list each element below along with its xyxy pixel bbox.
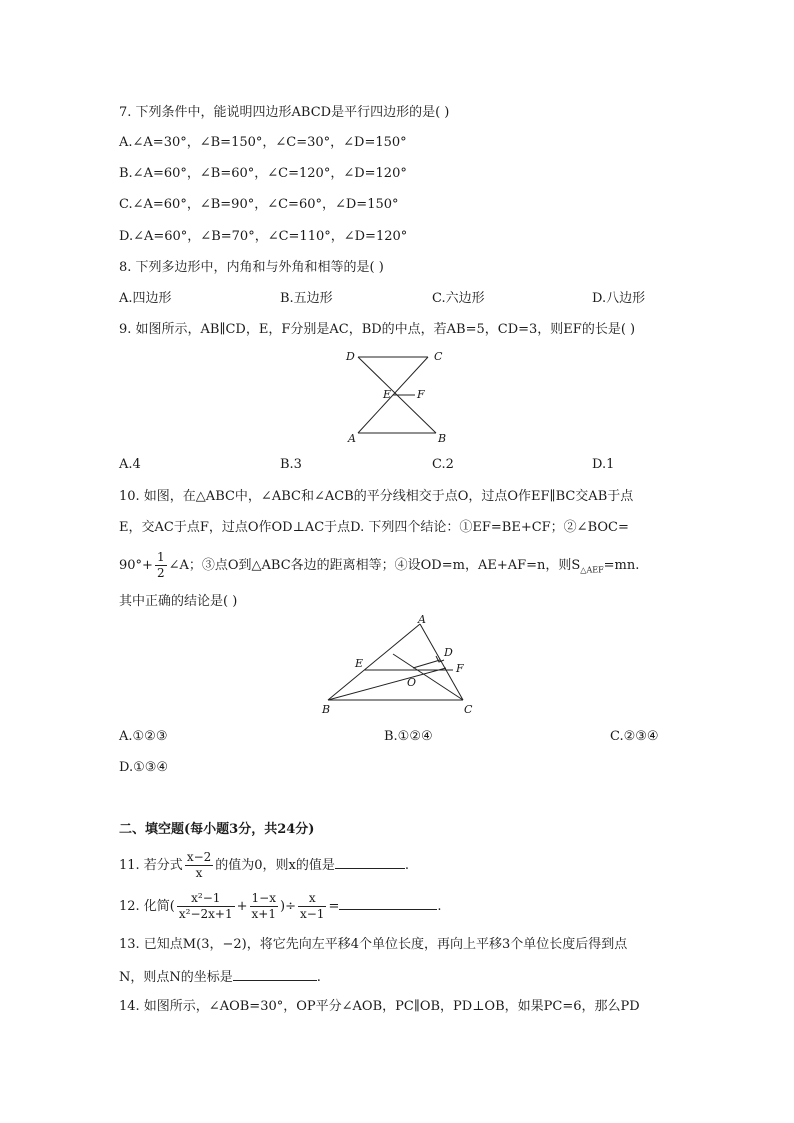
q12-f1-denominator: x²−2x+1 xyxy=(178,907,233,921)
q8-stem: 8. 下列多边形中，内角和与外角和相等的是( ) xyxy=(119,260,384,275)
q7-option-d: D.∠A=60°，∠B=70°，∠C=110°，∠D=120° xyxy=(119,229,408,244)
q11-frac-denominator: x xyxy=(195,866,203,880)
q13-line1: 13. 已知点M(3，−2)，将它先向左平移4个单位长度，再向上平移3个单位长度后得到点 xyxy=(119,937,628,952)
q10-line3-b: ∠A；③点O到△ABC各边的距离相等；④设OD=m，AE+AF=n，则S xyxy=(168,558,581,573)
q13-answer-blank[interactable] xyxy=(233,966,317,981)
q9-option-b: B.3 xyxy=(280,457,302,472)
q9-label-f: F xyxy=(417,388,425,401)
q12-eq: = xyxy=(328,899,340,914)
q9-stem: 9. 如图所示，AB∥CD，E，F分别是AC，BD的中点，若AB=5，CD=3，则EF的长是( ) xyxy=(119,322,636,337)
q12-a: 12. 化简( xyxy=(119,899,175,914)
q10-label-f: F xyxy=(456,662,464,675)
q7-stem: 7. 下列条件中，能说明四边形ABCD是平行四边形的是( ) xyxy=(119,105,450,120)
q9-figure xyxy=(340,345,460,450)
q14-line1: 14. 如图所示，∠AOB=30°，OP平分∠AOB，PC∥OB，PD⊥OB，如果PC=6，那么PD xyxy=(119,999,640,1014)
section-2-title: 二、填空题(每小题3分，共24分) xyxy=(119,822,315,837)
q12-f1-numerator: x²−1 xyxy=(177,891,235,907)
q10-label-o: O xyxy=(407,676,417,689)
q9-label-a: A xyxy=(348,432,356,445)
q11-line xyxy=(119,850,409,881)
q12-line xyxy=(119,888,441,926)
q9-option-d: D.1 xyxy=(592,457,615,472)
q10-frac-denominator: 2 xyxy=(156,566,165,580)
q10-option-a: A.①②③ xyxy=(119,729,168,744)
q10-line2: E，交AC于点F，过点O作OD⊥AC于点D. 下列四个结论：①EF=BE+CF；②∠BOC= xyxy=(119,520,629,535)
q11-c: . xyxy=(404,858,410,873)
q9-label-d: D xyxy=(346,350,355,363)
q11-fraction xyxy=(185,850,213,881)
q11-b: 的值为0，则x的值是 xyxy=(215,858,335,873)
q12-answer-blank[interactable] xyxy=(339,895,437,910)
q12-f3-denominator: x−1 xyxy=(299,907,325,921)
q10-frac-numerator: 1 xyxy=(156,550,165,564)
q12-fraction-1 xyxy=(177,891,235,922)
q10-line4: 其中正确的结论是( ) xyxy=(119,594,238,609)
q11-frac-numerator: x−2 xyxy=(186,850,212,864)
q10-line3-c: =mn. xyxy=(603,558,640,573)
q13-line2 xyxy=(119,966,321,988)
q8-option-c: C.六边形 xyxy=(432,291,485,306)
q13-line2-b: . xyxy=(316,970,321,985)
q9-option-c: C.2 xyxy=(432,457,454,472)
q10-label-d: D xyxy=(444,646,453,659)
q10-option-b: B.①②④ xyxy=(384,729,433,744)
q9-label-b: B xyxy=(438,432,447,445)
q10-label-a: A xyxy=(418,613,426,626)
q7-option-c: C.∠A=60°，∠B=90°，∠C=60°，∠D=150° xyxy=(119,197,399,212)
q12-f2-denominator: x+1 xyxy=(251,907,276,921)
q10-option-c: C.②③④ xyxy=(610,729,659,744)
q13-line2-a: N，则点N的坐标是 xyxy=(119,970,233,985)
q12-c: . xyxy=(437,899,442,914)
q12-plus: + xyxy=(236,899,248,914)
q8-option-a: A.四边形 xyxy=(119,291,172,306)
q9-label-c: C xyxy=(434,350,443,363)
q12-fraction-2 xyxy=(250,891,278,922)
q10-label-b: B xyxy=(322,703,331,716)
q10-line3 xyxy=(119,550,639,584)
q12-fraction-3 xyxy=(298,891,326,922)
q8-option-d: D.八边形 xyxy=(592,291,646,306)
q10-label-c: C xyxy=(464,703,473,716)
q7-option-b: B.∠A=60°，∠B=60°，∠C=120°，∠D=120° xyxy=(119,166,407,181)
q12-div: )÷ xyxy=(280,899,296,914)
q10-half-fraction xyxy=(155,550,167,581)
q11-a: 11. 若分式 xyxy=(119,858,183,873)
q10-option-d: D.①③④ xyxy=(119,760,169,775)
q12-f3-numerator: x xyxy=(298,891,326,907)
q9-label-e: E xyxy=(383,388,392,401)
q10-line3-a: 90°+ xyxy=(119,558,153,573)
q10-line1: 10. 如图，在△ABC中，∠ABC和∠ACB的平分线相交于点O，过点O作EF∥BC交AB于点 xyxy=(119,489,634,504)
q7-option-a: A.∠A=30°，∠B=150°，∠C=30°，∠D=150° xyxy=(119,135,407,150)
q10-line3-sub: △AEF xyxy=(580,565,604,575)
q12-f2-numerator: 1−x xyxy=(251,891,276,905)
q9-option-a: A.4 xyxy=(119,457,141,472)
q10-label-e: E xyxy=(355,657,364,670)
q10-figure xyxy=(318,612,483,720)
q11-answer-blank[interactable] xyxy=(335,854,405,869)
q8-option-b: B.五边形 xyxy=(280,291,333,306)
